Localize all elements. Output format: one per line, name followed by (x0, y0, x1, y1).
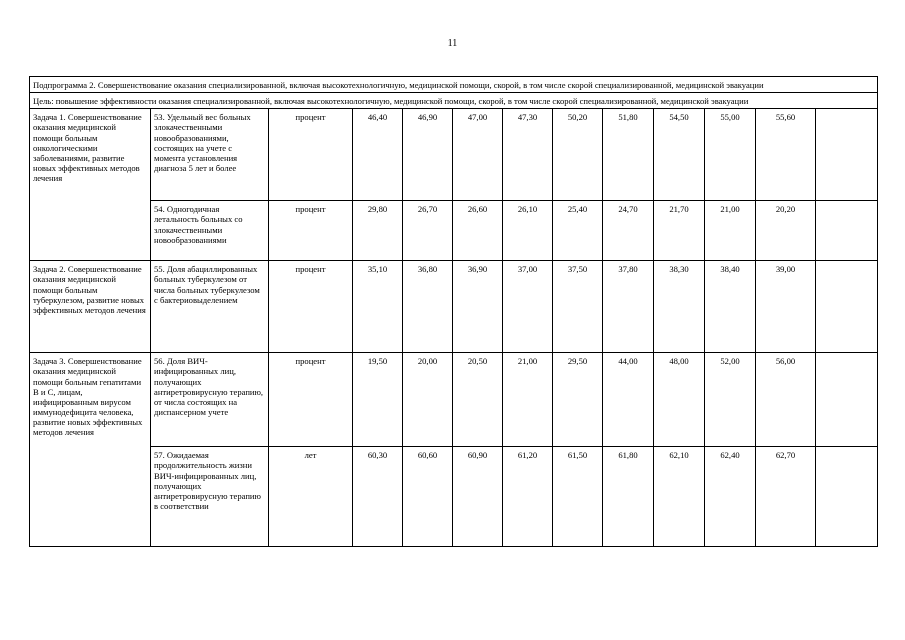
goal-text: Цель: повышение эффективности оказания специализированной, включая высокотехнологичную, медицинской помощи, скорой, в том числе скорой специализированной, медицинской эвакуации (30, 93, 878, 109)
value-cell: 56,00 (756, 353, 816, 447)
indicator-cell: 53. Удельный вес больных злокачественными новообразованиями, состоящих на учете с момента установления диагноза 5 лет и более (151, 109, 269, 201)
value-cell: 52,00 (705, 353, 756, 447)
indicator-cell: 56. Доля ВИЧ-инфицированных лиц, получающих антиретровирусную терапию, от числа состоящих на диспансерном учете (151, 353, 269, 447)
subprogram-title: Подпрограмма 2. Совершенствование оказания специализированной, включая высокотехнологичную, медицинской помощи, скорой, в том числе скорой специализированной, медицинской эвакуации (30, 77, 878, 93)
empty-cell (816, 109, 878, 201)
value-cell: 20,20 (756, 201, 816, 261)
empty-cell (816, 201, 878, 261)
value-cell: 60,60 (403, 447, 453, 547)
subprogram-row (30, 77, 878, 93)
value-cell: 37,50 (553, 261, 603, 353)
value-cell: 61,50 (553, 447, 603, 547)
value-cell: 55,00 (705, 109, 756, 201)
value-cell: 60,30 (353, 447, 403, 547)
table-row (30, 201, 878, 261)
value-cell: 37,00 (503, 261, 553, 353)
value-cell: 60,90 (453, 447, 503, 547)
value-cell: 50,20 (553, 109, 603, 201)
value-cell: 36,90 (453, 261, 503, 353)
empty-cell (816, 447, 878, 547)
value-cell: 62,10 (654, 447, 705, 547)
value-cell: 35,10 (353, 261, 403, 353)
task-cell: Задача 3. Совершенствование оказания медицинской помощи больным гепатитами В и С, лицам, инфицированным вирусом иммунодефицита человека, развитие новых эффективных методов лечения (30, 353, 151, 547)
value-cell: 37,80 (603, 261, 654, 353)
value-cell: 44,00 (603, 353, 654, 447)
value-cell: 21,00 (503, 353, 553, 447)
value-cell: 21,70 (654, 201, 705, 261)
unit-cell: процент (269, 261, 353, 353)
empty-cell (816, 261, 878, 353)
value-cell: 47,30 (503, 109, 553, 201)
task-cell: Задача 1. Совершенствование оказания медицинской помощи больным онкологическими заболеваниями, развитие новых эффективных методов лечения (30, 109, 151, 261)
indicator-cell: 57. Ожидаемая продолжительность жизни ВИЧ-инфицированных лиц, получающих антиретровирусную терапию в соответствии (151, 447, 269, 547)
value-cell: 46,90 (403, 109, 453, 201)
value-cell: 51,80 (603, 109, 654, 201)
value-cell: 36,80 (403, 261, 453, 353)
value-cell: 61,80 (603, 447, 654, 547)
value-cell: 38,40 (705, 261, 756, 353)
value-cell: 55,60 (756, 109, 816, 201)
task-cell: Задача 2. Совершенствование оказания медицинской помощи больным туберкулезом, развитие новых эффективных методов лечения (30, 261, 151, 353)
table-row (30, 109, 878, 201)
value-cell: 61,20 (503, 447, 553, 547)
value-cell: 20,50 (453, 353, 503, 447)
unit-cell: процент (269, 109, 353, 201)
unit-cell: процент (269, 353, 353, 447)
table-row (30, 447, 878, 547)
value-cell: 26,10 (503, 201, 553, 261)
value-cell: 38,30 (654, 261, 705, 353)
value-cell: 48,00 (654, 353, 705, 447)
value-cell: 39,00 (756, 261, 816, 353)
value-cell: 26,60 (453, 201, 503, 261)
table-row (30, 261, 878, 353)
value-cell: 54,50 (654, 109, 705, 201)
value-cell: 29,50 (553, 353, 603, 447)
indicator-cell: 54. Одногодичная летальность больных со злокачественными новообразованиями (151, 201, 269, 261)
value-cell: 26,70 (403, 201, 453, 261)
value-cell: 20,00 (403, 353, 453, 447)
goal-row (30, 93, 878, 109)
value-cell: 62,40 (705, 447, 756, 547)
value-cell: 62,70 (756, 447, 816, 547)
value-cell: 29,80 (353, 201, 403, 261)
value-cell: 21,00 (705, 201, 756, 261)
table-row (30, 353, 878, 447)
indicator-cell: 55. Доля абациллированных больных туберкулезом от числа больных туберкулезом с бактериовыделением (151, 261, 269, 353)
value-cell: 47,00 (453, 109, 503, 201)
page-number: 11 (447, 38, 458, 49)
indicators-table (29, 76, 878, 547)
unit-cell: процент (269, 201, 353, 261)
empty-cell (816, 353, 878, 447)
value-cell: 25,40 (553, 201, 603, 261)
unit-cell: лет (269, 447, 353, 547)
value-cell: 46,40 (353, 109, 403, 201)
value-cell: 19,50 (353, 353, 403, 447)
value-cell: 24,70 (603, 201, 654, 261)
